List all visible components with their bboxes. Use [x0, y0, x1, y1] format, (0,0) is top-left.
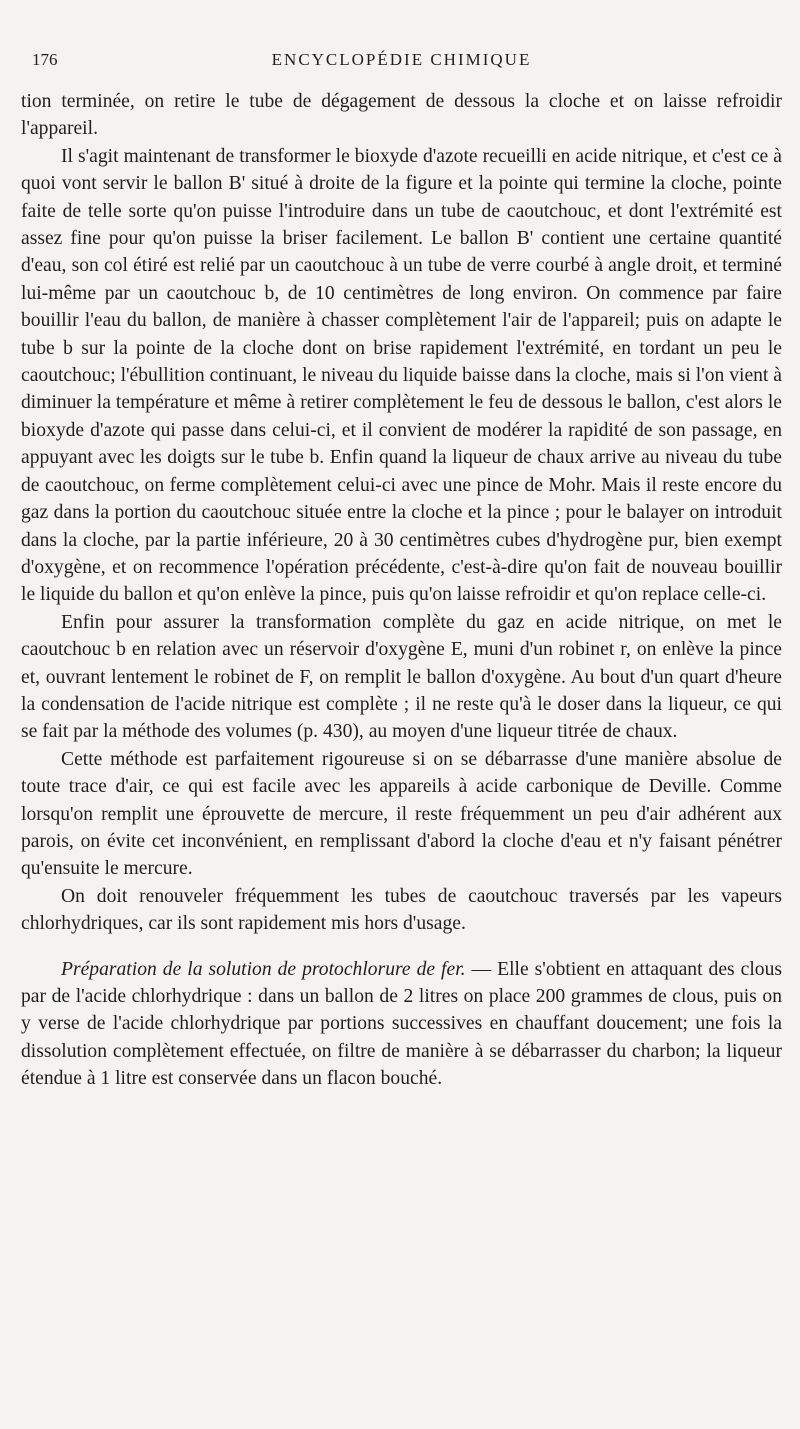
paragraph-continuation: tion terminée, on retire le tube de dégagement de dessous la cloche et on laisse refroidir l'appareil. — [21, 91, 782, 140]
running-head — [21, 44, 782, 74]
paragraph-tube-renewal: On doit renouveler fréquemment les tubes de caoutchouc traversés par les vapeurs chlorhydriques, car ils sont rapidement mis hors d'usage. — [21, 885, 782, 935]
section-text: — Elle s'obtient en attaquant des clous par de l'acide chlorhydrique : dans un ballon de 2 litres on place 200 grammes de clous, puis on y verse de l'acide chlorhydrique par portions successives en chauffant doucement; une fois la dissolution complètement effectuée, on filtre de manière à se débarrasser du charbon; la liqueur étendue à 1 litre est conservée dans un flacon bouché. — [21, 958, 782, 1090]
section-title: Préparation de la solution de protochlorure de fer. — [61, 958, 466, 980]
page-number: 176 — [32, 50, 58, 69]
running-title: ENCYCLOPÉDIE CHIMIQUE — [271, 50, 532, 69]
paragraph-bioxyde-transformation: Il s'agit maintenant de transformer le bioxyde d'azote recueilli en acide nitrique, et c'est ce à quoi vont servir le ballon B' situé à droite de la figure et la pointe qui termine la cloche, pointe faite de telle sorte qu'on puisse l'introduire dans un tube de caoutchouc, et dont l'extrémité est assez fine pour qu'on puisse la briser facilement. Le ballon B' contient une certaine quantité d'eau, son col étiré est relié par un caoutchouc à un tube de verre courbé à angle droit, et terminé lui-même par un caoutchouc b, de 10 centimètres de long environ. On commence par faire bouillir l'eau du ballon, de manière à chasser complètement l'air de l'appareil; puis on adapte le tube b sur la pointe de la cloche dont on brise rapidement l'extrémité, en tordant un peu le caoutchouc; l'ébullition continuant, le niveau du liquide baisse dans la cloche, mais si l'on vient à diminuer la température et même à retirer complètement le feu de dessous le ballon, c'est alors le bioxyde d'azote qui passe dans celui-ci, et il convient de modérer la rapidité de son passage, en appuyant avec les doigts sur le tube b. Enfin quand la liqueur de chaux arrive au niveau du tube de caoutchouc, on ferme complètement celui-ci avec une pince de Mohr. Mais il reste encore du gaz dans la portion du caoutchouc située entre la cloche et la pince ; pour le balayer on introduit dans la cloche, par la partie inférieure, 20 à 30 centimètres cubes d'hydrogène pur, bien exempt d'oxygène, et on recommence l'opération précédente, c'est-à-dire qu'on fait de nouveau bouillir le liquide du ballon et qu'on enlève la pince, puis qu'on laisse refroidir et qu'on replace celle-ci. — [21, 145, 782, 606]
paragraph-oxygen-transformation: Enfin pour assurer la transformation complète du gaz en acide nitrique, on met le caoutchouc b en relation avec un réservoir d'oxygène E, muni d'un robinet r, on enlève la pince et, ouvrant lentement le robinet de F, on remplit le ballon d'oxygène. Au bout d'un quart d'heure la condensation de l'acide nitrique est complète ; il ne reste qu'à le doser dans la liqueur, ce qui se fait par la méthode des volumes (p. 430), au moyen d'une liqueur titrée de chaux. — [21, 611, 782, 743]
body-text — [21, 88, 782, 1093]
paragraph-method-rigor: Cette méthode est parfaitement rigoureuse si on se débarrasse d'une manière absolue de toute trace d'air, ce qui est facile avec les appareils à acide carbonique de Deville. Comme lorsqu'on remplit une éprouvette de mercure, il reste fréquemment un peu d'air adhérent aux parois, on évite cet inconvénient, en remplissant d'abord la cloche d'eau et n'y faisant pénétrer qu'ensuite le mercure. — [21, 748, 782, 880]
section-protochlorure — [21, 956, 782, 1093]
